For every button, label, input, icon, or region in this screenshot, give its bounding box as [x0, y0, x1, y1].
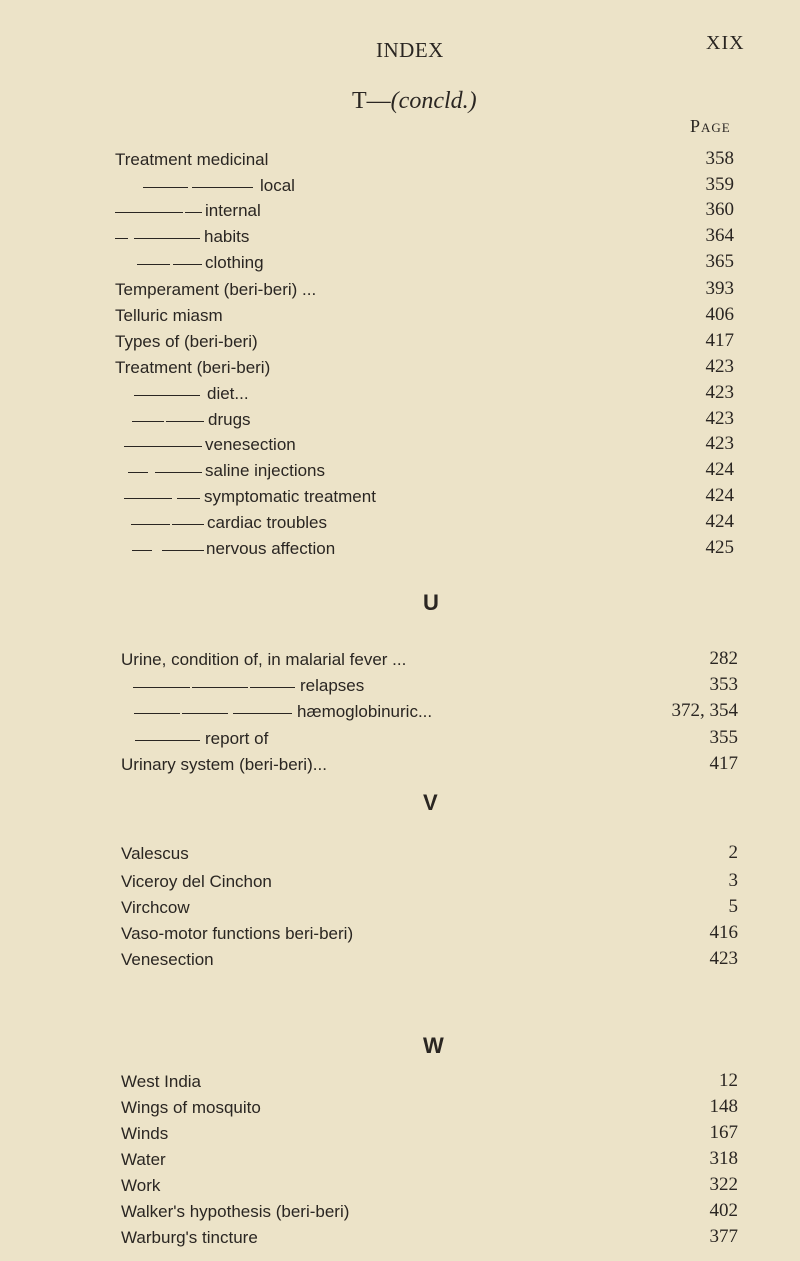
- repeat-dash: [128, 472, 148, 473]
- repeat-dash: [131, 524, 170, 525]
- entry-label: Valescus: [121, 844, 189, 863]
- repeat-dash: [137, 264, 170, 265]
- entry-label: venesection: [205, 435, 296, 454]
- repeat-dash: [132, 550, 152, 551]
- entry-page-number: 372, 354: [671, 700, 738, 721]
- repeat-dash: [133, 687, 190, 688]
- index-entry: [0, 676, 800, 702]
- index-entry: [0, 702, 800, 728]
- entry-page-number: 364: [705, 225, 734, 246]
- repeat-dash: [185, 212, 202, 213]
- entry-label: report of: [205, 729, 269, 748]
- index-entry: [0, 461, 800, 487]
- entry-page-number: 5: [728, 896, 738, 917]
- entry-label: Water: [121, 1150, 166, 1169]
- entry-label: Winds: [121, 1124, 169, 1143]
- page-column-label: Page: [690, 116, 731, 136]
- repeat-dash: [115, 212, 183, 213]
- index-entry: [0, 1176, 800, 1202]
- entry-page-number: 417: [709, 753, 738, 774]
- entry-label: Venesection: [121, 950, 214, 969]
- section-letter-v: V: [423, 790, 438, 815]
- index-entry: [0, 650, 800, 676]
- section-title: [352, 88, 477, 115]
- entry-page-number: 423: [705, 382, 734, 403]
- repeat-dash: [143, 187, 188, 188]
- entry-label: habits: [204, 227, 250, 246]
- index-entry: [0, 1150, 800, 1176]
- index-entry: [0, 1228, 800, 1254]
- entry-page-number: 416: [709, 922, 738, 943]
- entry-label: West India: [121, 1072, 202, 1091]
- index-entry: [0, 201, 800, 227]
- repeat-dash: [192, 187, 253, 188]
- section-letter-w: W: [423, 1033, 444, 1058]
- entry-label: Walker's hypothesis (beri-beri): [121, 1202, 350, 1221]
- repeat-dash: [162, 550, 204, 551]
- repeat-dash: [166, 421, 204, 422]
- repeat-dash: [182, 713, 228, 714]
- entry-label: local: [260, 176, 295, 195]
- index-entry: [0, 435, 800, 461]
- repeat-dash: [115, 238, 128, 239]
- entry-page-number: 365: [705, 251, 734, 272]
- entry-page-number: 360: [705, 199, 734, 220]
- repeat-dash: [134, 395, 200, 396]
- entry-label: Telluric miasm: [115, 306, 223, 325]
- repeat-dash: [177, 498, 200, 499]
- entry-page-number: 282: [709, 648, 738, 669]
- entry-page-number: 424: [705, 511, 734, 532]
- entry-page-number: 318: [709, 1148, 738, 1169]
- entry-label: Wings of mosquito: [121, 1098, 261, 1117]
- entry-label: internal: [205, 201, 261, 220]
- entry-page-number: 424: [705, 485, 734, 506]
- entry-label: Types of (beri-beri): [115, 332, 258, 351]
- entry-page-number: 2: [728, 842, 738, 863]
- index-entry: [0, 1124, 800, 1150]
- entry-page-number: 322: [709, 1174, 738, 1195]
- index-entry: [0, 358, 800, 384]
- index-entry: [0, 898, 800, 924]
- index-entry: [0, 539, 800, 565]
- entry-page-number: 353: [709, 674, 738, 695]
- index-entry: [0, 227, 800, 253]
- repeat-dash: [250, 687, 295, 688]
- repeat-dash: [124, 498, 172, 499]
- entry-page-number: 423: [705, 433, 734, 454]
- index-entry: [0, 332, 800, 358]
- entry-label: nervous affection: [206, 539, 336, 558]
- entry-page-number: 358: [705, 148, 734, 169]
- entry-page-number: 424: [705, 459, 734, 480]
- entry-page-number: 393: [705, 278, 734, 299]
- entry-label: Work: [121, 1176, 161, 1195]
- section-title-note: (concld.): [390, 88, 477, 114]
- repeat-dash: [134, 238, 200, 239]
- entry-label: drugs: [208, 410, 251, 429]
- entry-label: Warburg's tincture: [121, 1228, 258, 1247]
- index-entry: [0, 487, 800, 513]
- index-entry: [0, 1072, 800, 1098]
- repeat-dash: [124, 446, 159, 447]
- index-entry: [0, 844, 800, 870]
- entry-label: cardiac troubles: [207, 513, 328, 532]
- repeat-dash: [132, 421, 164, 422]
- entry-label: diet...: [207, 384, 249, 403]
- entry-label: Viceroy del Cinchon: [121, 872, 272, 891]
- entry-label: Treatment medicinal: [115, 150, 269, 169]
- repeat-dash: [192, 687, 248, 688]
- index-entry: [0, 755, 800, 781]
- entry-page-number: 423: [709, 948, 738, 969]
- index-entry: [0, 253, 800, 279]
- section-title-letter: T—: [352, 88, 391, 114]
- index-entry: [0, 924, 800, 950]
- page-number-roman: XIX: [706, 32, 745, 54]
- index-entry: [0, 384, 800, 410]
- entry-page-number: 402: [709, 1200, 738, 1221]
- entry-page-number: 423: [705, 408, 734, 429]
- entry-label: hæmoglobinuric...: [297, 702, 433, 721]
- section-letter-u: U: [423, 590, 439, 615]
- repeat-dash: [134, 713, 180, 714]
- entry-page-number: 12: [719, 1070, 738, 1091]
- entry-page-number: 3: [728, 870, 738, 891]
- index-entry: [0, 280, 800, 306]
- entry-label: saline injections: [205, 461, 326, 480]
- entry-label: Temperament (beri-beri) ...: [115, 280, 317, 299]
- index-entry: [0, 306, 800, 332]
- entry-page-number: 167: [709, 1122, 738, 1143]
- entry-page-number: 425: [705, 537, 734, 558]
- repeat-dash: [172, 524, 204, 525]
- entry-page-number: 355: [709, 727, 738, 748]
- repeat-dash: [135, 740, 200, 741]
- repeat-dash: [158, 446, 202, 447]
- index-entry: [0, 513, 800, 539]
- entry-page-number: 359: [705, 174, 734, 195]
- repeat-dash: [173, 264, 202, 265]
- entry-page-number: 423: [705, 356, 734, 377]
- entry-label: Vaso-motor functions beri-beri): [121, 924, 354, 943]
- entry-page-number: 417: [705, 330, 734, 351]
- entry-label: Urine, condition of, in malarial fever ...: [121, 650, 407, 669]
- entry-label: Treatment (beri-beri): [115, 358, 271, 377]
- entry-page-number: 148: [709, 1096, 738, 1117]
- entry-page-number: 406: [705, 304, 734, 325]
- index-entry: [0, 872, 800, 898]
- index-entry: [0, 150, 800, 176]
- index-entry: [0, 950, 800, 976]
- index-entry: [0, 729, 800, 755]
- repeat-dash: [155, 472, 202, 473]
- entry-label: Urinary system (beri-beri)...: [121, 755, 327, 774]
- entry-label: clothing: [205, 253, 264, 272]
- entry-label: Virchcow: [121, 898, 190, 917]
- index-entry: [0, 1202, 800, 1228]
- entry-label: symptomatic treatment: [204, 487, 376, 506]
- index-entry: [0, 1098, 800, 1124]
- repeat-dash: [233, 713, 292, 714]
- running-header: INDEX: [376, 38, 444, 62]
- entry-label: relapses: [300, 676, 365, 695]
- entry-page-number: 377: [709, 1226, 738, 1247]
